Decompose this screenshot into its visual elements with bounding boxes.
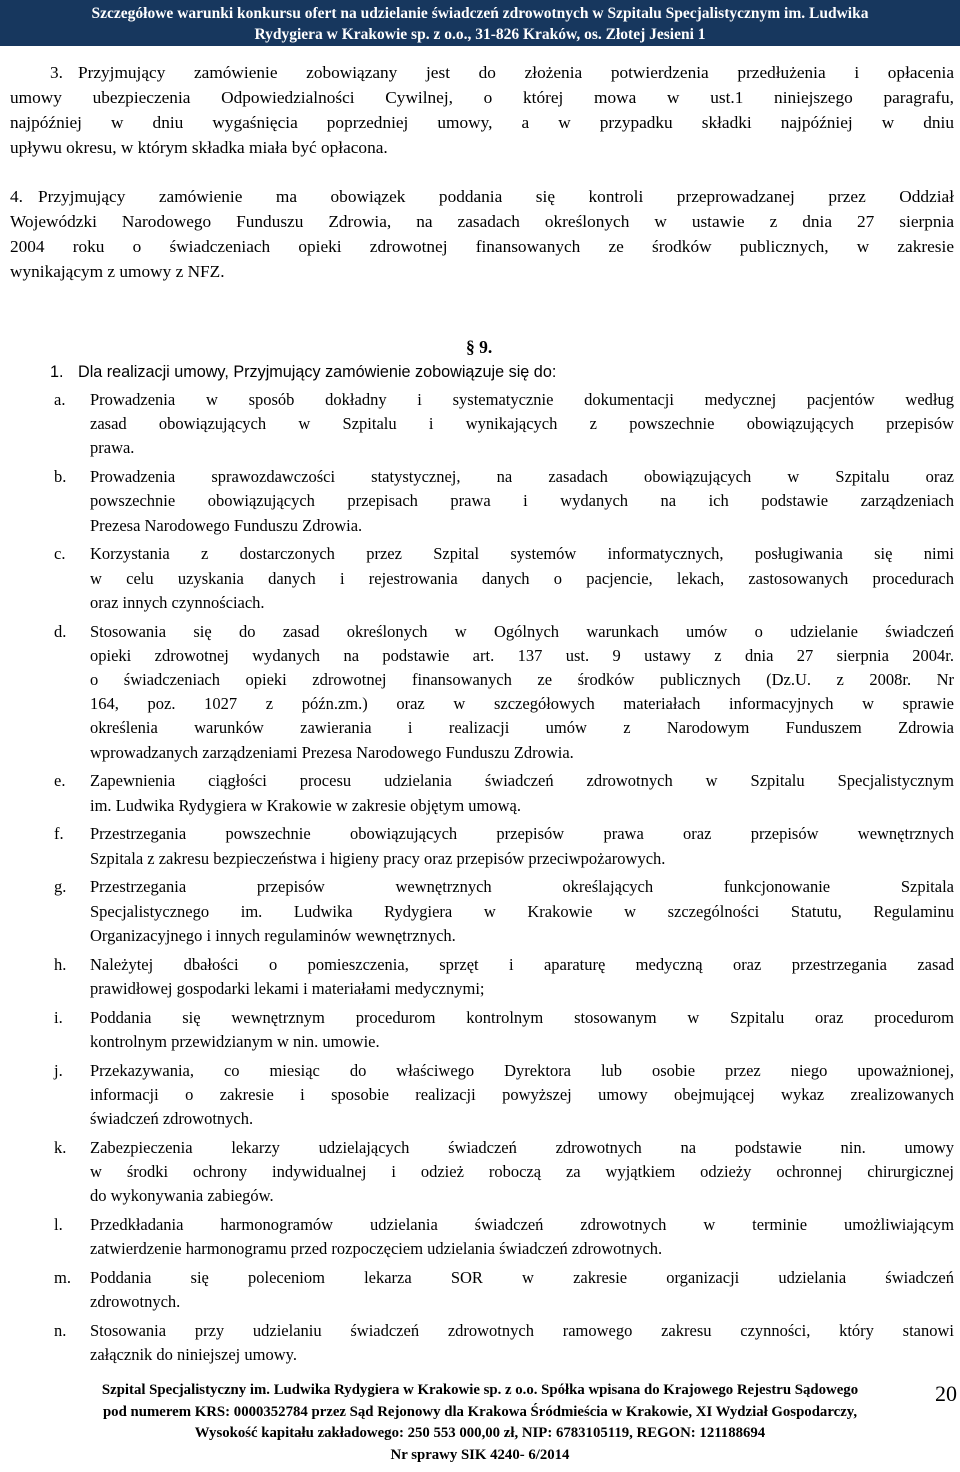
list-item-line: zdrowotnych. [90,1292,181,1312]
list-item-line: Szpitala z zakresu bezpieczeństwa i higieny pracy oraz przepisów przeciwpożarowych. [90,848,666,868]
list-item-line: kontrolnym przewidzianym w nin. umowie. [90,1031,380,1051]
section-4-text [38,184,954,209]
list-item-line: Stosowania się do zasad określonych w Ogólnych warunkach umów o udzielanie świadczeń [90,621,954,641]
section-3-line: najpóźniej w dniu wygaśnięcia poprzedniej umowy, a w przypadku składki najpóźniej w dniu [10,113,954,132]
list-item-label: a. [54,390,66,409]
list-item-line: Stosowania przy udzielaniu świadczeń zdrowotnych ramowego zakresu czynności, który stanowi [90,1321,954,1340]
list-item-line: oraz innych czynnościach. [90,592,265,612]
list-item-line: Prowadzenia sprawozdawczości statystycznej, na zasadach obowiązujących w Szpitalu oraz [90,467,954,487]
list-item-line: Przekazywania, co miesiąc do właściwego Dyrektora lub osobie przez niego upoważnionej, [90,1060,954,1080]
section-4-line: 2004 roku o świadczeniach opieki zdrowotnej finansowanych ze środków publicznych, w zakresie [10,237,954,256]
list-item-label: h. [54,954,67,974]
list-item-line: określenia warunków zawierania i realizacji umów z Narodowym Funduszem Zdrowia [90,718,954,738]
list-item-text [90,875,954,948]
list-item-line: prawa. [90,438,135,458]
list-item-label: b. [54,467,67,487]
list-item-text [90,822,954,870]
section-3-line: upływu okresu, w którym składka miała być opłacona. [10,138,388,157]
list-item-line: Korzystania z dostarczonych przez Szpital systemów informatycznych, posługiwania się nimi [90,544,954,564]
list-item-line: w celu uzyskania danych i rejestrowania danych o pacjencie, lekach, zastosowanych procedurach [90,568,954,588]
list-item-text [90,542,954,615]
list-item-line: Prowadzenia w sposób dokładny i systematycznie dokumentacji medycznej pacjentów według [90,390,954,409]
header-line-1: Szczegółowe warunki konkursu ofert na udzielanie świadczeń zdrowotnych w Szpitalu Specjalistycznym im. Ludwika [91,5,869,22]
list-item-line: Zapewnienia ciągłości procesu udzielania świadczeń zdrowotnych w Szpitalu Specjalistycznym [90,771,954,791]
section-3-line: Przyjmujący zamówienie zobowiązany jest do złożenia potwierdzenia przedłużenia i opłacenia [78,63,954,82]
list-item-line: wprowadzanych zarządzeniami Prezesa Narodowego Funduszu Zdrowia. [90,742,574,762]
list-item-line: w środki ochrony indywidualnej i odzież roboczą za wyjątkiem odzieży ochronnej chirurgicznej [90,1162,954,1181]
list-item-text [90,953,954,1001]
section-3-text [78,60,954,85]
section-3-line: umowy ubezpieczenia Odpowiedzialności Cywilnej, o której mowa w ust.1 niniejszego paragrafu, [10,88,954,107]
list-item-line: zatwierdzenie harmonogramu przed rozpoczęciem udzielania świadczeń zdrowotnych. [90,1239,663,1259]
list-item-text [90,1136,954,1209]
list-item-line: Należytej dbałości o pomieszczenia, sprzęt i aparaturę medyczną oraz przestrzegania zasad [90,954,954,974]
list-item-label: m. [54,1268,71,1287]
list-item-text [90,769,954,817]
list-item-line: świadczeń zdrowotnych. [90,1109,254,1128]
section-4-continuation [10,209,954,284]
list-item-line: Poddania się poleceniom lekarza SOR w zakresie organizacji udzielania świadczeń [90,1268,954,1287]
list-item-line: powszechnie obowiązujących przepisach prawa i wydanych na ich podstawie zarządzeniach [90,491,954,511]
list-item-text [90,1006,954,1054]
list-item-label: f. [54,824,64,844]
list-item-line: Organizacyjnego i innych regulaminów wewnętrznych. [90,925,456,945]
list-item-text [90,1266,954,1314]
list-item-line: Przestrzegania przepisów wewnętrznych określających funkcjonowanie Szpitala [90,877,954,897]
list-item-line: Zabezpieczenia lekarzy udzielających świadczeń zdrowotnych na podstawie nin. umowy [90,1137,954,1157]
list-item-line: o świadczeniach opieki zdrowotnej finansowanych ze środków publicznych (Dz.U. z 2008r. Nr [90,670,954,689]
list-item-text [90,620,954,765]
document-header [0,0,960,46]
point-1-number: 1. [50,363,64,381]
footer-line-3: Wysokość kapitału zakładowego: 250 553 000,00 zł, NIP: 6783105119, REGON: 121188694 [194,1425,766,1442]
list-item-label: k. [54,1137,67,1157]
list-item-line: im. Ludwika Rydygiera w Krakowie w zakresie objętym umową. [90,795,521,815]
section-3-continuation [10,85,954,160]
list-item-line: informacji o zakresie i sposobie realizacji powyższej umowy obejmującej wykaz zrealizowanych [90,1084,954,1104]
footer-line-1: Szpital Specjalistyczny im. Ludwika Rydygiera w Krakowie sp. z o.o. Spółka wpisana do Krajowego Rejestru Sądowego [101,1382,859,1398]
paragraph-heading: § 9. [466,337,493,357]
list-item-label: e. [54,771,66,791]
section-4-line: wynikającym z umowy z NFZ. [10,262,225,281]
list-item-label: n. [54,1321,67,1340]
list-item-text [90,465,954,538]
footer-line-2: pod numerem KRS: 0000352784 przez Sąd Rejonowy dla Krakowa Śródmieścia w Krakowie, XI Wydział Gospodarczy, [102,1403,858,1420]
point-1-text: Dla realizacji umowy, Przyjmujący zamówienie zobowiązuje się do: [78,363,557,381]
list-item-line: do wykonywania zabiegów. [90,1186,274,1206]
list-item-text [90,388,954,461]
list-item-text [90,1319,954,1367]
document-footer [0,1380,960,1472]
header-line-2: Rydygiera w Krakowie sp. z o.o., 31-826 Kraków, os. Złotej Jesieni 1 [254,26,706,43]
list-item-label: g. [54,877,67,897]
list-item-line: Przestrzegania powszechnie obowiązujących przepisów prawa oraz przepisów wewnętrznych [90,824,954,844]
section-3-number: 3. [50,63,63,82]
list-item-line: opieki zdrowotnej wydanych na podstawie art. 137 ust. 9 ustawy z dnia 27 sierpnia 2004r. [90,645,954,665]
list-item-line: 164, poz. 1027 z późn.zm.) oraz w szczegółowych materiałach informacyjnych w sprawie [90,694,954,714]
list-item-line: prawidłowej gospodarki lekami i materiałami medycznymi; [90,978,485,998]
list-item-text [90,1059,954,1132]
list-item-line: Specjalistycznego im. Ludwika Rydygiera w Krakowie w szczególności Statutu, Regulaminu [90,901,954,921]
section-4-line: Przyjmujący zamówienie ma obowiązek poddania się kontroli przeprowadzanej przez Oddział [38,187,954,206]
list-item-label: i. [54,1007,63,1027]
list-item-line: załącznik do niniejszej umowy. [90,1345,297,1365]
list-item-label: c. [54,544,66,564]
list-item-line: zasad obowiązujących w Szpitalu i wynikających z powszechnie obowiązujących przepisów [90,414,954,434]
list-item-line: Prezesa Narodowego Funduszu Zdrowia. [90,515,363,535]
list-item-label: j. [54,1060,63,1080]
list-item-line: Przedkładania harmonogramów udzielania świadczeń zdrowotnych w terminie umożliwiającym [90,1215,954,1234]
list-item-text [90,1213,954,1261]
footer-line-4: Nr sprawy SIK 4240- 6/2014 [390,1446,570,1463]
list-item-label: d. [54,621,67,641]
page-number: 20 [935,1381,957,1406]
list-item-line: Poddania się wewnętrznym procedurom kontrolnym stosowanym w Szpitalu oraz procedurom [90,1007,954,1027]
section-4-line: Wojewódzki Narodowego Funduszu Zdrowia, na zasadach określonych w ustawie z dnia 27 sierpnia [10,212,954,231]
list-item-label: l. [54,1215,63,1234]
section-4-number: 4. [10,187,23,206]
